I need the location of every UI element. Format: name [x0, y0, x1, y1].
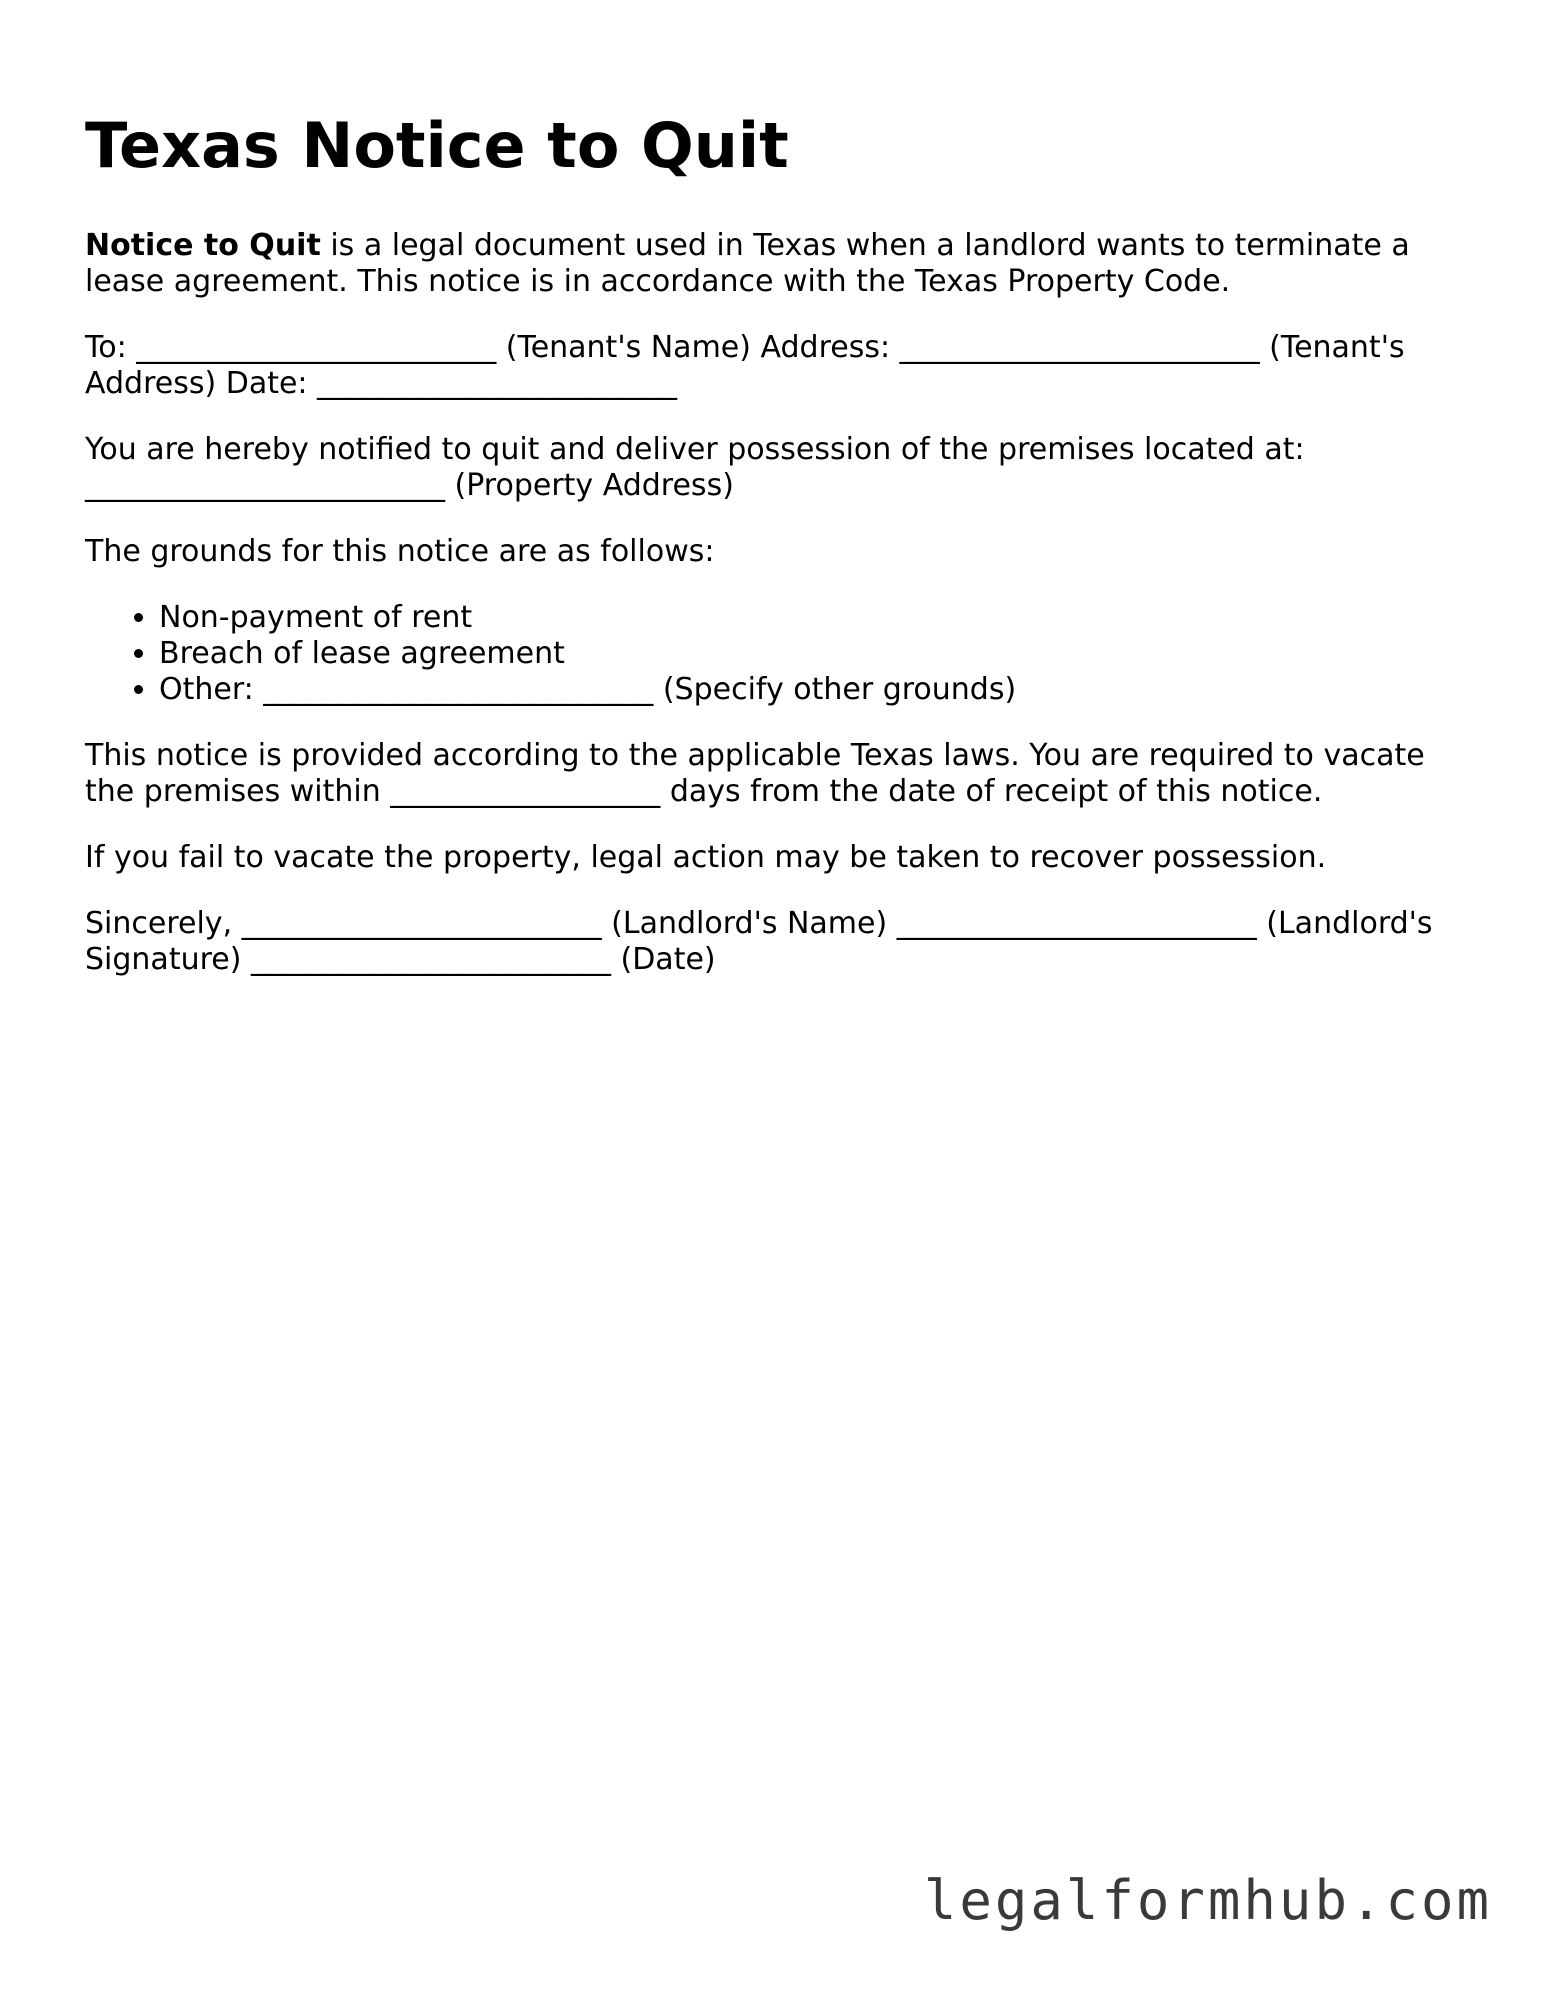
list-item: • Other: __________________________ (Specify other grounds) — [159, 672, 1460, 708]
list-item: • Non-payment of rent — [159, 600, 1460, 636]
tenant-info-paragraph: To: ________________________ (Tenant's Name) Address: ________________________ (Tenant's Address) Date: ________________________ — [85, 330, 1405, 401]
premises-paragraph: You are hereby notified to quit and deliver possession of the premises located at: ________________________ (Property Address) — [85, 432, 1305, 503]
grounds-list — [85, 600, 1460, 708]
intro-bold-term: Notice to Quit — [85, 228, 321, 263]
grounds-intro: The grounds for this notice are as follows: — [85, 534, 715, 569]
legal-action-paragraph: If you fail to vacate the property, legal action may be taken to recover possession. — [85, 840, 1327, 875]
laws-paragraph: This notice is provided according to the applicable Texas laws. You are required to vacate the premises within __________________ days from the date of receipt of this notice. — [85, 738, 1425, 809]
list-item: • Breach of lease agreement — [159, 636, 1460, 672]
signature-paragraph: Sincerely, ________________________ (Landlord's Name) ________________________ (Landlord's Signature) ________________________ (Date) — [85, 906, 1433, 977]
footer-watermark: legalformhub.com — [923, 1869, 1492, 1932]
intro-text: is a legal document used in Texas when a landlord wants to terminate a lease agreement. This notice is in accordance with the Texas Property Code. — [85, 228, 1410, 299]
document-page — [85, 108, 1460, 1008]
document-title: Texas Notice to Quit — [85, 109, 789, 182]
intro-paragraph — [85, 228, 1460, 300]
